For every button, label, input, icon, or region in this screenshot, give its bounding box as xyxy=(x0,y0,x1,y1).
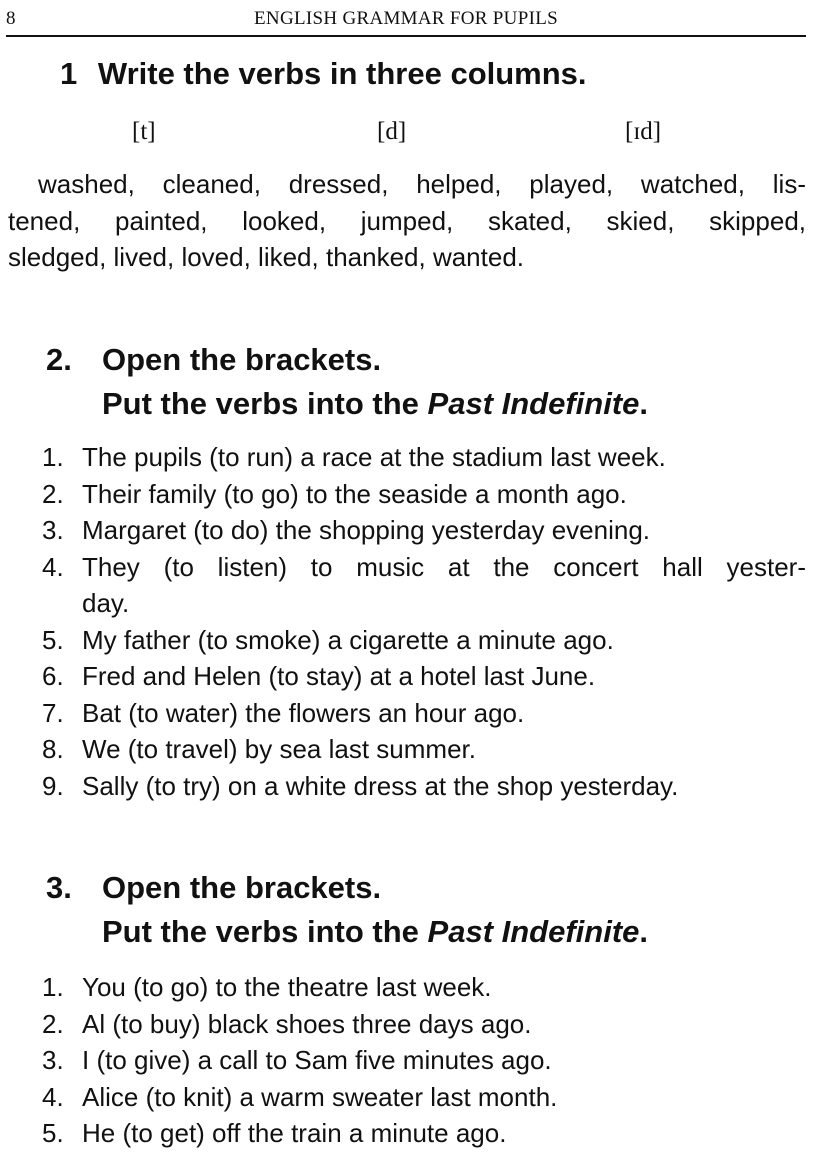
list-item xyxy=(0,731,816,768)
item-text-continuation: day. xyxy=(82,588,130,618)
item-text: Sally (to try) on a white dress at the shop yesterday. xyxy=(82,770,679,801)
verb-list-line: washed, cleaned, dressed, helped, played, watched, lis- xyxy=(38,169,806,199)
list-item xyxy=(0,622,816,659)
item-number: 1. xyxy=(42,972,64,1002)
item-number: 8. xyxy=(42,734,64,764)
exercise-1-title: Write the verbs in three columns. xyxy=(97,56,587,91)
item-number: 4. xyxy=(42,551,64,582)
exercise-3-number: 3. xyxy=(46,870,72,905)
list-item xyxy=(0,476,816,513)
list-item xyxy=(0,1042,816,1079)
item-text: Alice (to knit) a warm sweater last month. xyxy=(82,1081,558,1112)
item-number: 2. xyxy=(42,478,64,509)
item-text: I (to give) a call to Sam five minutes ago. xyxy=(82,1045,552,1075)
list-item xyxy=(0,969,816,1006)
list-item xyxy=(0,1079,816,1116)
list-item xyxy=(0,549,816,622)
exercise-2-heading xyxy=(46,338,648,426)
verb-list-paragraph xyxy=(8,166,806,276)
column-header-d: [d] xyxy=(377,118,407,145)
item-number: 2. xyxy=(42,1008,64,1039)
item-text: We (to travel) by sea last summer. xyxy=(82,734,476,764)
exercise-3-tense-name: Past Indefinite xyxy=(427,914,640,949)
list-item xyxy=(0,512,816,549)
exercise-2-number: 2. xyxy=(46,342,72,377)
item-text: Their family (to go) to the seaside a month ago. xyxy=(82,478,627,509)
item-text: You (to go) to the theatre last week. xyxy=(82,972,492,1002)
item-number: 6. xyxy=(42,661,64,691)
exercise-1-heading xyxy=(60,52,587,96)
running-head xyxy=(6,4,806,32)
list-item xyxy=(0,1115,816,1152)
item-text: Margaret (to do) the shopping yesterday evening. xyxy=(82,515,651,545)
item-text: Bat (to water) the flowers an hour ago. xyxy=(82,697,525,728)
exercise-3-title-suffix: . xyxy=(639,914,649,949)
exercise-1-number: 1 xyxy=(60,56,78,91)
exercise-2-title-line1: Open the brackets. xyxy=(102,342,382,377)
exercise-2-title-line2 xyxy=(46,382,648,426)
item-text: Fred and Helen (to stay) at a hotel last June. xyxy=(82,661,596,691)
item-number: 9. xyxy=(42,770,64,801)
item-text: He (to get) off the train a minute ago. xyxy=(82,1118,507,1148)
item-text: My father (to smoke) a cigarette a minute ago. xyxy=(82,624,614,655)
book-title: ENGLISH GRAMMAR FOR PUPILS xyxy=(254,8,558,29)
item-number: 3. xyxy=(42,515,64,545)
exercise-2-tense-name: Past Indefinite xyxy=(427,386,640,421)
exercise-3-list xyxy=(0,969,816,1152)
verb-list-line: tened, painted, looked, jumped, skated, skied, skipped, xyxy=(8,205,806,236)
exercise-2-title-prefix: Put the verbs into the xyxy=(102,386,428,421)
item-number: 3. xyxy=(42,1045,64,1075)
item-text: They (to listen) to music at the concert hall yester- xyxy=(82,551,806,582)
verb-list-line: sledged, lived, loved, liked, thanked, wanted. xyxy=(8,242,525,272)
exercise-3-title-prefix: Put the verbs into the xyxy=(102,914,428,949)
list-item xyxy=(0,439,816,476)
column-header-t: [t] xyxy=(132,118,156,145)
item-number: 1. xyxy=(42,442,64,472)
page-number: 8 xyxy=(6,8,16,29)
exercise-3-title-line2 xyxy=(46,910,648,954)
header-divider xyxy=(6,35,806,37)
column-header-id: [ɪd] xyxy=(625,118,662,145)
exercise-3-heading xyxy=(46,866,648,954)
exercise-2-title-suffix: . xyxy=(639,386,649,421)
list-item xyxy=(0,1006,816,1043)
exercise-2-list xyxy=(0,439,816,804)
list-item xyxy=(0,658,816,695)
item-number: 5. xyxy=(42,1118,64,1148)
item-number: 4. xyxy=(42,1081,64,1112)
item-text: The pupils (to run) a race at the stadium last week. xyxy=(82,442,666,472)
item-number: 7. xyxy=(42,697,64,728)
item-text: Al (to buy) black shoes three days ago. xyxy=(82,1008,532,1039)
exercise-3-title-line1: Open the brackets. xyxy=(102,870,382,905)
list-item xyxy=(0,695,816,732)
list-item xyxy=(0,768,816,805)
item-number: 5. xyxy=(42,624,64,655)
